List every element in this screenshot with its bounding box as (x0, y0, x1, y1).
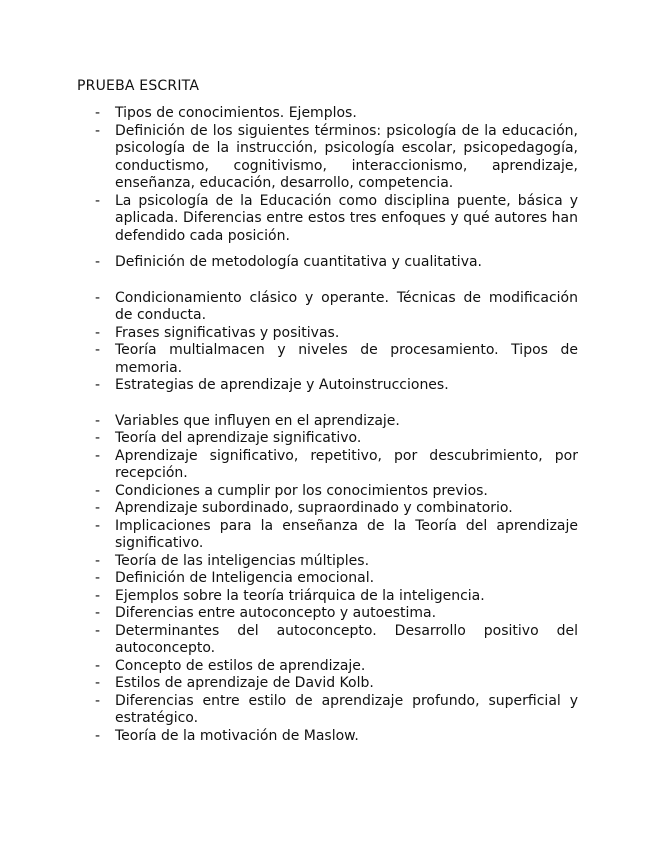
list-item (95, 254, 578, 272)
list-item (95, 413, 578, 431)
list-item (95, 658, 578, 676)
document-title: PRUEBA ESCRITA (77, 78, 200, 94)
list-item-text: Teoría multialmacen y niveles de procesamiento. Tipos de memoria. (115, 342, 578, 376)
list-item (95, 290, 578, 325)
list-item-text: Aprendizaje subordinado, supraordinado y combinatorio. (115, 500, 513, 516)
list-item (95, 193, 578, 246)
list-item (95, 483, 578, 501)
list-item (95, 570, 578, 588)
list-item (95, 448, 578, 483)
list-item-text: Teoría del aprendizaje significativo. (115, 430, 362, 446)
bullet-dash: - (95, 675, 101, 691)
bullet-dash: - (95, 412, 101, 429)
list-item-text: Frases significativas y positivas. (115, 324, 340, 341)
bullet-dash: - (95, 430, 101, 446)
list-item-text: Teoría de las inteligencias múltiples. (115, 552, 370, 569)
bullet-dash: - (95, 482, 101, 499)
bullet-dash: - (95, 447, 101, 464)
bullet-dash: - (95, 254, 101, 270)
bullet-dash: - (95, 605, 101, 621)
bullet-dash: - (95, 324, 101, 341)
list-item (95, 623, 578, 658)
list-item (95, 553, 578, 571)
list-item-text: Condicionamiento clásico y operante. Técnicas de modificación de conducta. (115, 289, 578, 323)
bullet-dash: - (95, 570, 101, 586)
list-item-text: Diferencias entre estilo de aprendizaje profundo, superficial y estratégico. (115, 692, 578, 726)
list-item-text: Estrategias de aprendizaje y Autoinstrucciones. (115, 377, 449, 393)
list-item (95, 325, 578, 343)
bullet-dash: - (95, 622, 101, 639)
list-item-text: Ejemplos sobre la teoría triárquica de la inteligencia. (115, 587, 485, 604)
list-item-text: Aprendizaje significativo, repetitivo, por descubrimiento, por recepción. (115, 447, 578, 481)
list-item (95, 123, 578, 193)
list-item (95, 105, 578, 123)
list-item (95, 342, 578, 377)
list-item-text: Condiciones a cumplir por los conocimientos previos. (115, 482, 488, 499)
bullet-dash: - (95, 122, 101, 139)
list-item-text: Variables que influyen en el aprendizaje. (115, 412, 400, 429)
bullet-dash: - (95, 500, 101, 516)
exam-topic-list (95, 105, 578, 745)
list-item-text: Determinantes del autoconcepto. Desarrollo positivo del autoconcepto. (115, 622, 578, 656)
list-item (95, 588, 578, 606)
list-item-text: Implicaciones para la enseñanza de la Teoría del aprendizaje significativo. (115, 517, 578, 551)
list-item (95, 693, 578, 728)
list-item-text: Definición de los siguientes términos: psicología de la educación, psicología de la instrucción, psicología escolar, psicopedagogía, conductismo, cognitivismo, interaccionismo, aprendizaje, enseñanza, educación, desarrollo, competencia. (115, 122, 578, 191)
list-item-text: Definición de Inteligencia emocional. (115, 570, 375, 586)
bullet-dash: - (95, 342, 101, 358)
list-item (95, 605, 578, 623)
list-item (95, 728, 578, 746)
list-item (95, 377, 578, 395)
bullet-dash: - (95, 587, 101, 604)
list-item-text: Concepto de estilos de aprendizaje. (115, 657, 366, 674)
list-item-text: Estilos de aprendizaje de David Kolb. (115, 675, 374, 691)
bullet-dash: - (95, 377, 101, 393)
list-item-text: Tipos de conocimientos. Ejemplos. (115, 105, 357, 121)
list-item (95, 430, 578, 448)
bullet-dash: - (95, 552, 101, 569)
list-item-text: Diferencias entre autoconcepto y autoestima. (115, 605, 437, 621)
list-item (95, 675, 578, 693)
bullet-dash: - (95, 517, 101, 534)
bullet-dash: - (95, 192, 101, 209)
list-item-text: Teoría de la motivación de Maslow. (115, 727, 359, 744)
list-item (95, 500, 578, 518)
list-item (95, 518, 578, 553)
bullet-dash: - (95, 727, 101, 744)
list-item-text: La psicología de la Educación como disciplina puente, básica y aplicada. Diferencias entre estos tres enfoques y qué autores han defendido cada posición. (115, 192, 578, 244)
bullet-dash: - (95, 692, 101, 709)
bullet-dash: - (95, 657, 101, 674)
bullet-dash: - (95, 289, 101, 306)
bullet-dash: - (95, 105, 101, 121)
list-item-text: Definición de metodología cuantitativa y cualitativa. (115, 254, 483, 270)
